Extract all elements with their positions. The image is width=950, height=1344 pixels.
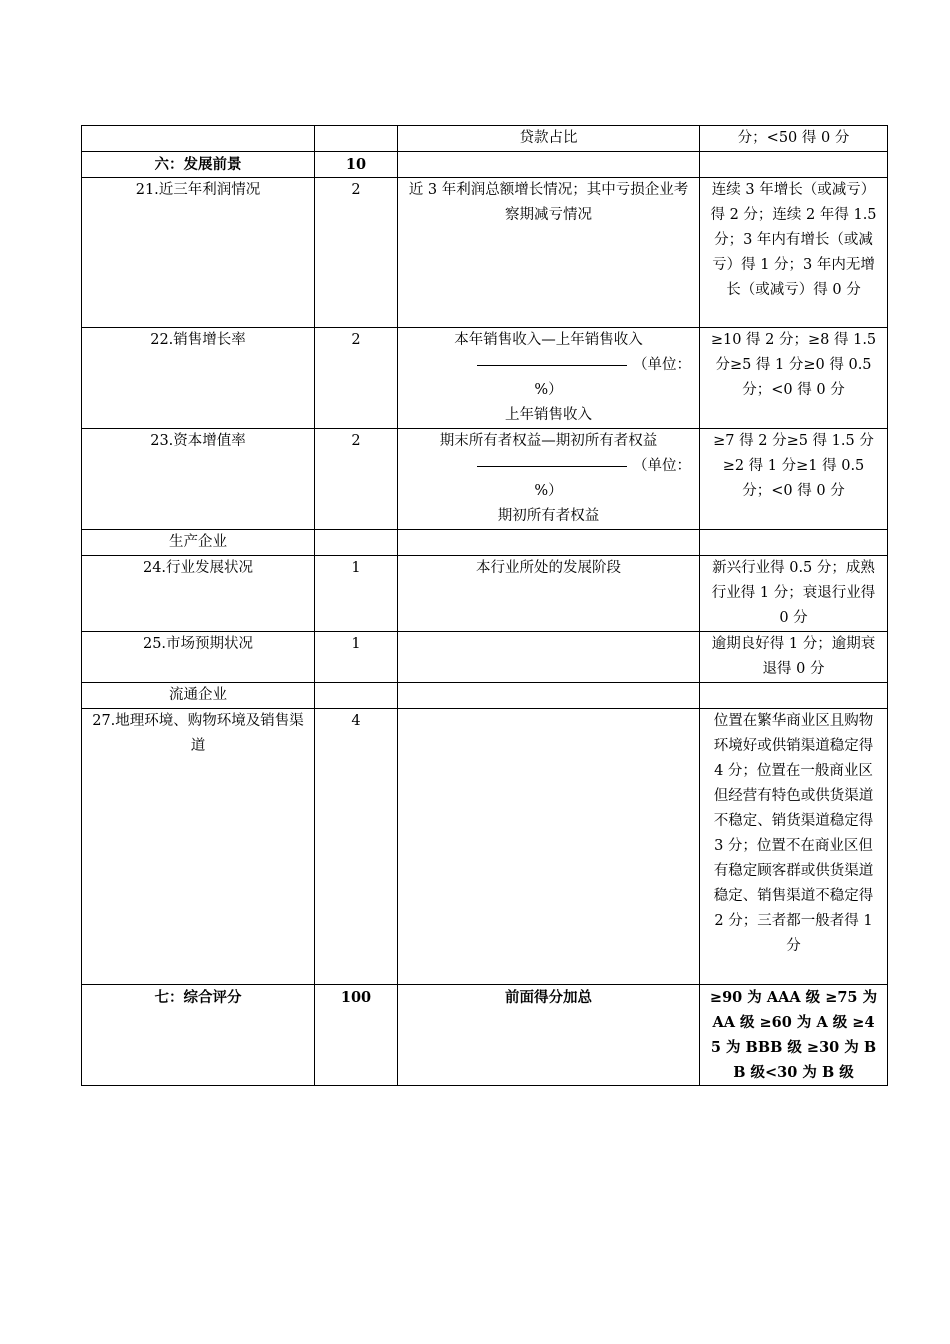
- criteria-cell: 分；<50 得 0 分: [700, 126, 888, 152]
- indicator-cell: 27.地理环境、购物环境及销售渠道: [82, 709, 315, 985]
- table-row: [82, 328, 888, 429]
- criteria-cell: ≥7 得 2 分≥5 得 1.5 分≥2 得 1 分≥1 得 0.5 分；<0 得 0 分: [700, 429, 888, 530]
- criteria-cell: [700, 530, 888, 556]
- table-row: [82, 126, 888, 152]
- table-row: [82, 709, 888, 985]
- indicator-cell: 24.行业发展状况: [82, 556, 315, 632]
- weight-cell: [315, 683, 398, 709]
- indicator-cell: [82, 126, 315, 152]
- category-label: 流通企业: [82, 683, 315, 709]
- table-row: [82, 556, 888, 632]
- formula-percent: %）: [534, 382, 563, 398]
- formula-numerator: 期末所有者权益—期初所有者权益: [439, 433, 658, 449]
- indicator-cell: 21.近三年利润情况: [82, 178, 315, 328]
- weight-cell: [315, 530, 398, 556]
- criteria-cell: 新兴行业得 0.5 分；成熟行业得 1 分；衰退行业得 0 分: [700, 556, 888, 632]
- table-row: [82, 429, 888, 530]
- weight-cell: 2: [315, 178, 398, 328]
- section-title: 七：综合评分: [82, 985, 315, 1086]
- description-cell: [398, 709, 700, 985]
- section-weight: 100: [315, 985, 398, 1086]
- formula: [406, 328, 691, 428]
- criteria-cell: 逾期良好得 1 分；逾期衰退得 0 分: [700, 632, 888, 683]
- weight-cell: 1: [315, 556, 398, 632]
- fraction-bar: [477, 466, 627, 467]
- weight-cell: 1: [315, 632, 398, 683]
- description-cell: [398, 683, 700, 709]
- description-cell: 近 3 年利润总额增长情况；其中亏损企业考察期减亏情况: [398, 178, 700, 328]
- formula-cell: [398, 328, 700, 429]
- category-label: 生产企业: [82, 530, 315, 556]
- formula-denominator: 上年销售收入: [505, 407, 592, 423]
- criteria-cell: [700, 152, 888, 178]
- description-cell: [398, 152, 700, 178]
- weight-cell: 4: [315, 709, 398, 985]
- category-row: [82, 683, 888, 709]
- section-header-row: [82, 985, 888, 1086]
- criteria-cell: 位置在繁华商业区且购物环境好或供销渠道稳定得 4 分；位置在一般商业区但经营有特色或供货渠道不稳定、销货渠道稳定得 3 分；位置不在商业区但有稳定顾客群或供货渠道稳定、销售渠道不稳定得 2 分；三者都一般者得 1 分: [700, 709, 888, 985]
- fraction-bar: [477, 365, 627, 366]
- description-cell: [398, 632, 700, 683]
- category-row: [82, 530, 888, 556]
- formula-unit: （单位：: [633, 458, 691, 474]
- table-row: [82, 632, 888, 683]
- formula-divider: [406, 353, 691, 378]
- criteria-cell: 连续 3 年增长（或减亏）得 2 分；连续 2 年得 1.5 分；3 年内有增长（或减亏）得 1 分；3 年内无增长（或减亏）得 0 分: [700, 178, 888, 328]
- grade-criteria-cell: ≥90 为 AAA 级 ≥75 为 AA 级 ≥60 为 A 级 ≥45 为 BBB 级 ≥30 为 BB 级<30 为 B 级: [700, 985, 888, 1086]
- formula: [406, 429, 691, 529]
- indicator-cell: 22.销售增长率: [82, 328, 315, 429]
- formula-denominator: 期初所有者权益: [497, 508, 600, 524]
- indicator-cell: 23.资本增值率: [82, 429, 315, 530]
- criteria-cell: [700, 683, 888, 709]
- formula-percent: %）: [534, 483, 563, 499]
- weight-cell: [315, 126, 398, 152]
- weight-cell: 2: [315, 328, 398, 429]
- weight-cell: 2: [315, 429, 398, 530]
- section-weight: 10: [315, 152, 398, 178]
- section-header-row: [82, 152, 888, 178]
- scoring-table: [81, 125, 888, 1086]
- table-row: [82, 178, 888, 328]
- indicator-cell: 25.市场预期状况: [82, 632, 315, 683]
- formula-unit: （单位：: [633, 357, 691, 373]
- description-cell: 贷款占比: [398, 126, 700, 152]
- criteria-cell: ≥10 得 2 分；≥8 得 1.5 分≥5 得 1 分≥0 得 0.5 分；<0 得 0 分: [700, 328, 888, 429]
- section-title: 六：发展前景: [82, 152, 315, 178]
- formula-cell: [398, 429, 700, 530]
- description-cell: [398, 530, 700, 556]
- description-cell: 本行业所处的发展阶段: [398, 556, 700, 632]
- formula-divider: [406, 454, 691, 479]
- formula-numerator: 本年销售收入—上年销售收入: [454, 332, 643, 348]
- description-cell: 前面得分加总: [398, 985, 700, 1086]
